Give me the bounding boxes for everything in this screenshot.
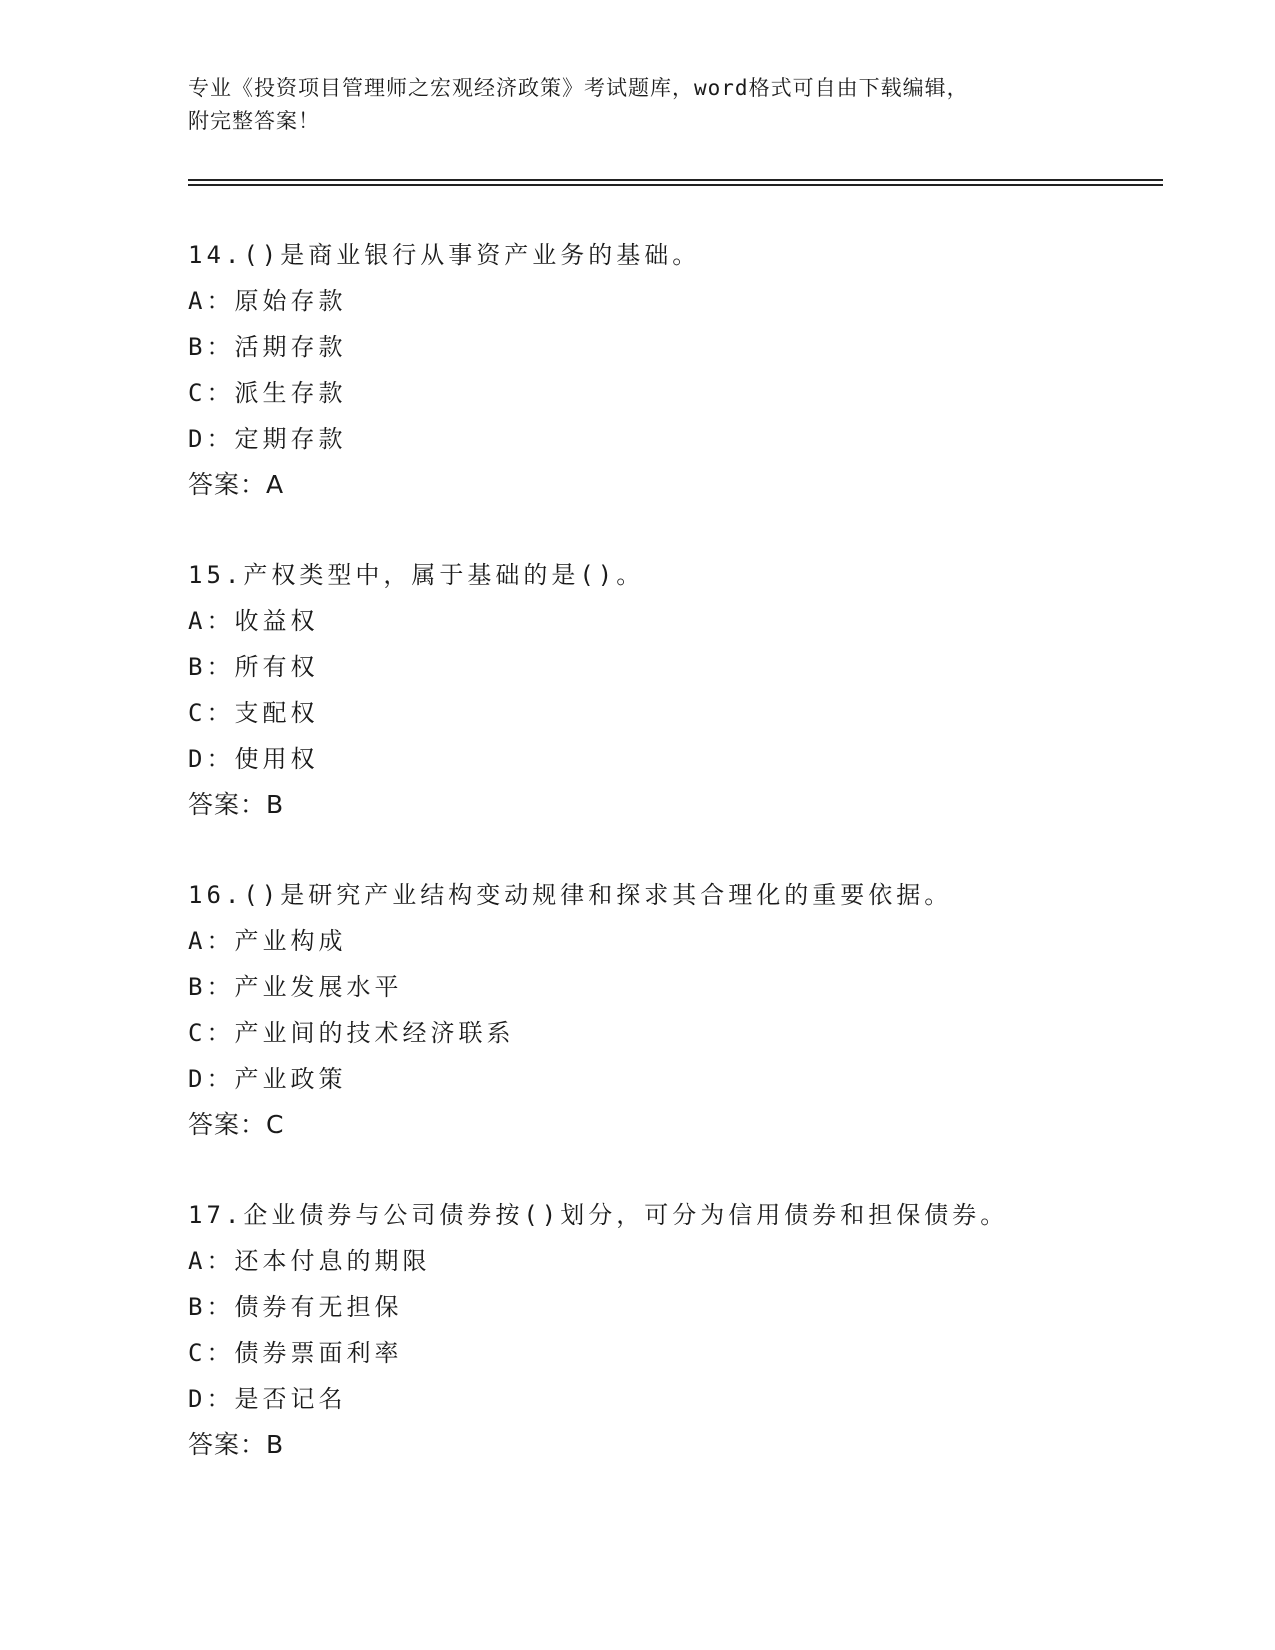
answer-line: 答案：B: [188, 1430, 285, 1459]
question-15: [188, 552, 1148, 872]
option-b: B：产业发展水平: [188, 973, 403, 1001]
header-rule-top: [188, 179, 1163, 181]
question-stem: 17.企业债券与公司债券按()划分，可分为信用债券和担保债券。: [188, 1201, 1009, 1229]
header-line-2: 附完整答案！: [188, 109, 320, 133]
option-b: B：所有权: [188, 653, 319, 681]
option-d: D：产业政策: [188, 1065, 347, 1093]
question-list: [188, 232, 1148, 1512]
header-rule-bottom: [188, 184, 1163, 186]
option-a: A：还本付息的期限: [188, 1247, 431, 1275]
question-stem: 14.()是商业银行从事资产业务的基础。: [188, 241, 701, 269]
question-16: [188, 872, 1148, 1192]
answer-line: 答案：A: [188, 470, 285, 499]
option-d: D：使用权: [188, 745, 319, 773]
option-c: C：支配权: [188, 699, 319, 727]
question-stem: 16.()是研究产业结构变动规律和探求其合理化的重要依据。: [188, 881, 953, 909]
option-b: B：活期存款: [188, 333, 347, 361]
document-header: [188, 72, 1088, 138]
question-14: [188, 232, 1148, 552]
option-a: A：收益权: [188, 607, 319, 635]
question-stem: 15.产权类型中，属于基础的是()。: [188, 561, 645, 589]
option-b: B：债券有无担保: [188, 1293, 403, 1321]
option-a: A：产业构成: [188, 927, 347, 955]
answer-line: 答案：C: [188, 1110, 285, 1139]
option-c: C：产业间的技术经济联系: [188, 1019, 515, 1047]
answer-line: 答案：B: [188, 790, 285, 819]
option-c: C：债券票面利率: [188, 1339, 403, 1367]
question-17: [188, 1192, 1148, 1512]
option-d: D：是否记名: [188, 1385, 347, 1413]
header-line-1: 专业《投资项目管理师之宏观经济政策》考试题库，word格式可自由下载编辑，: [188, 76, 969, 100]
option-d: D：定期存款: [188, 425, 347, 453]
option-c: C：派生存款: [188, 379, 347, 407]
option-a: A：原始存款: [188, 287, 347, 315]
